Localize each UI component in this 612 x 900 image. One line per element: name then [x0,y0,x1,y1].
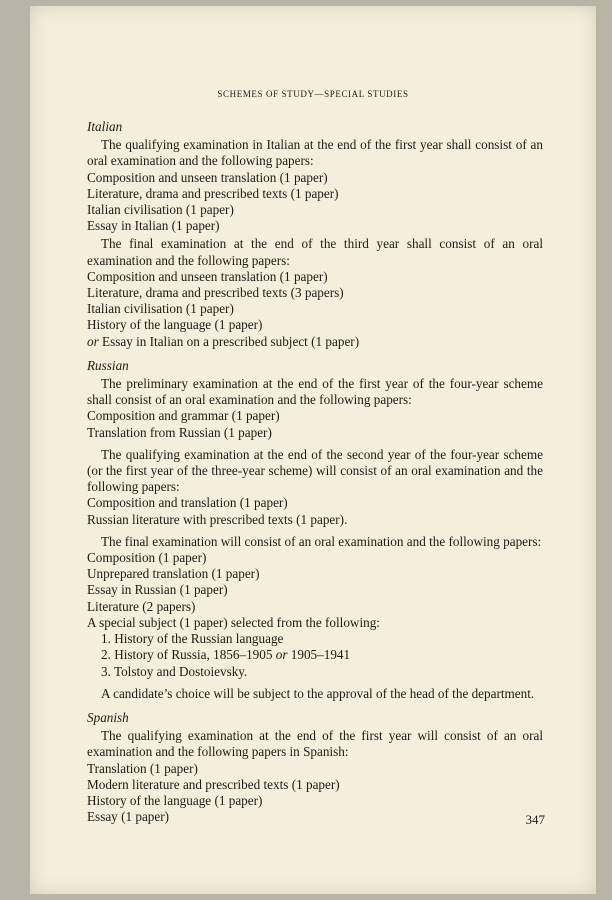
russian-paragraph-1: The preliminary examination at the end of the first year of the four-year scheme shall consist of an oral examination and the following papers: [87,376,543,408]
special-subject-item [101,647,543,663]
list-item: Composition and unseen translation (1 paper) [87,169,328,185]
or-word: or [275,647,288,663]
page-body [87,119,543,825]
page-number: 347 [525,812,545,827]
list-item: Composition (1 paper) [87,550,207,566]
section-spanish [87,710,543,825]
list-item: Unprepared translation (1 paper) [87,566,260,582]
list-item: Translation from Russian (1 paper) [87,424,272,440]
document-page [30,6,596,894]
list-item: A special subject (1 paper) selected from the following: [87,614,380,630]
spanish-paragraph-1: The qualifying examination at the end of the first year will consist of an oral examination and the following papers in Spanish: [87,728,543,760]
or-word: or [87,333,99,349]
russian-paragraph-4: A candidate’s choice will be subject to the approval of the head of the department. [101,685,535,701]
section-italian [87,119,543,350]
list-item: Italian civilisation (1 paper) [87,202,234,218]
section-title-spanish: Spanish [87,709,129,725]
special-subject-item: 3. Tolstoy and Dostoievsky. [101,663,248,679]
special-subject-text: 1905–1941 [287,647,351,663]
list-item: Literature (2 papers) [87,598,196,614]
section-title-italian: Italian [87,119,123,134]
italian-paragraph-1: The qualifying examination in Italian at the end of the first year shall consist of an oral examination and the following papers: [87,137,543,169]
list-item: Italian civilisation (1 paper) [87,301,234,317]
section-russian [87,358,543,702]
special-subject-text: 2. History of Russia, 1856–1905 [101,647,276,663]
special-subject-item: 1. History of the Russian language [101,631,284,647]
italian-paragraph-2: The final examination at the end of the third year shall consist of an oral examination and the following papers: [87,236,543,268]
list-item-or [87,334,543,350]
running-head: SCHEMES OF STUDY—SPECIAL STUDIES [217,89,409,99]
list-item: History of the language (1 paper) [87,792,263,808]
list-item: History of the language (1 paper) [87,317,263,333]
list-item: Literature, drama and prescribed texts (3 papers) [87,285,344,301]
section-title-russian: Russian [87,357,129,373]
russian-paragraph-3: The final examination will consist of an oral examination and the following papers: [101,533,542,549]
list-item: Russian literature with prescribed texts (1 paper). [87,511,348,527]
list-item: Literature, drama and prescribed texts (1 paper) [87,185,339,201]
russian-paragraph-2: The qualifying examination at the end of the second year of the four-year scheme (or the first year of the three-year scheme) will consist of an oral examination and the following papers: [87,446,543,495]
list-item: Composition and grammar (1 paper) [87,408,280,424]
list-item: Essay (1 paper) [87,809,170,825]
list-item: Essay in Italian (1 paper) [87,218,220,234]
or-rest: Essay in Italian on a prescribed subject (1 paper) [98,333,360,349]
list-item: Composition and unseen translation (1 paper) [87,268,328,284]
list-item: Composition and translation (1 paper) [87,495,288,511]
list-item: Translation (1 paper) [87,760,198,776]
list-item: Modern literature and prescribed texts (1 paper) [87,776,340,792]
list-item: Essay in Russian (1 paper) [87,582,228,598]
